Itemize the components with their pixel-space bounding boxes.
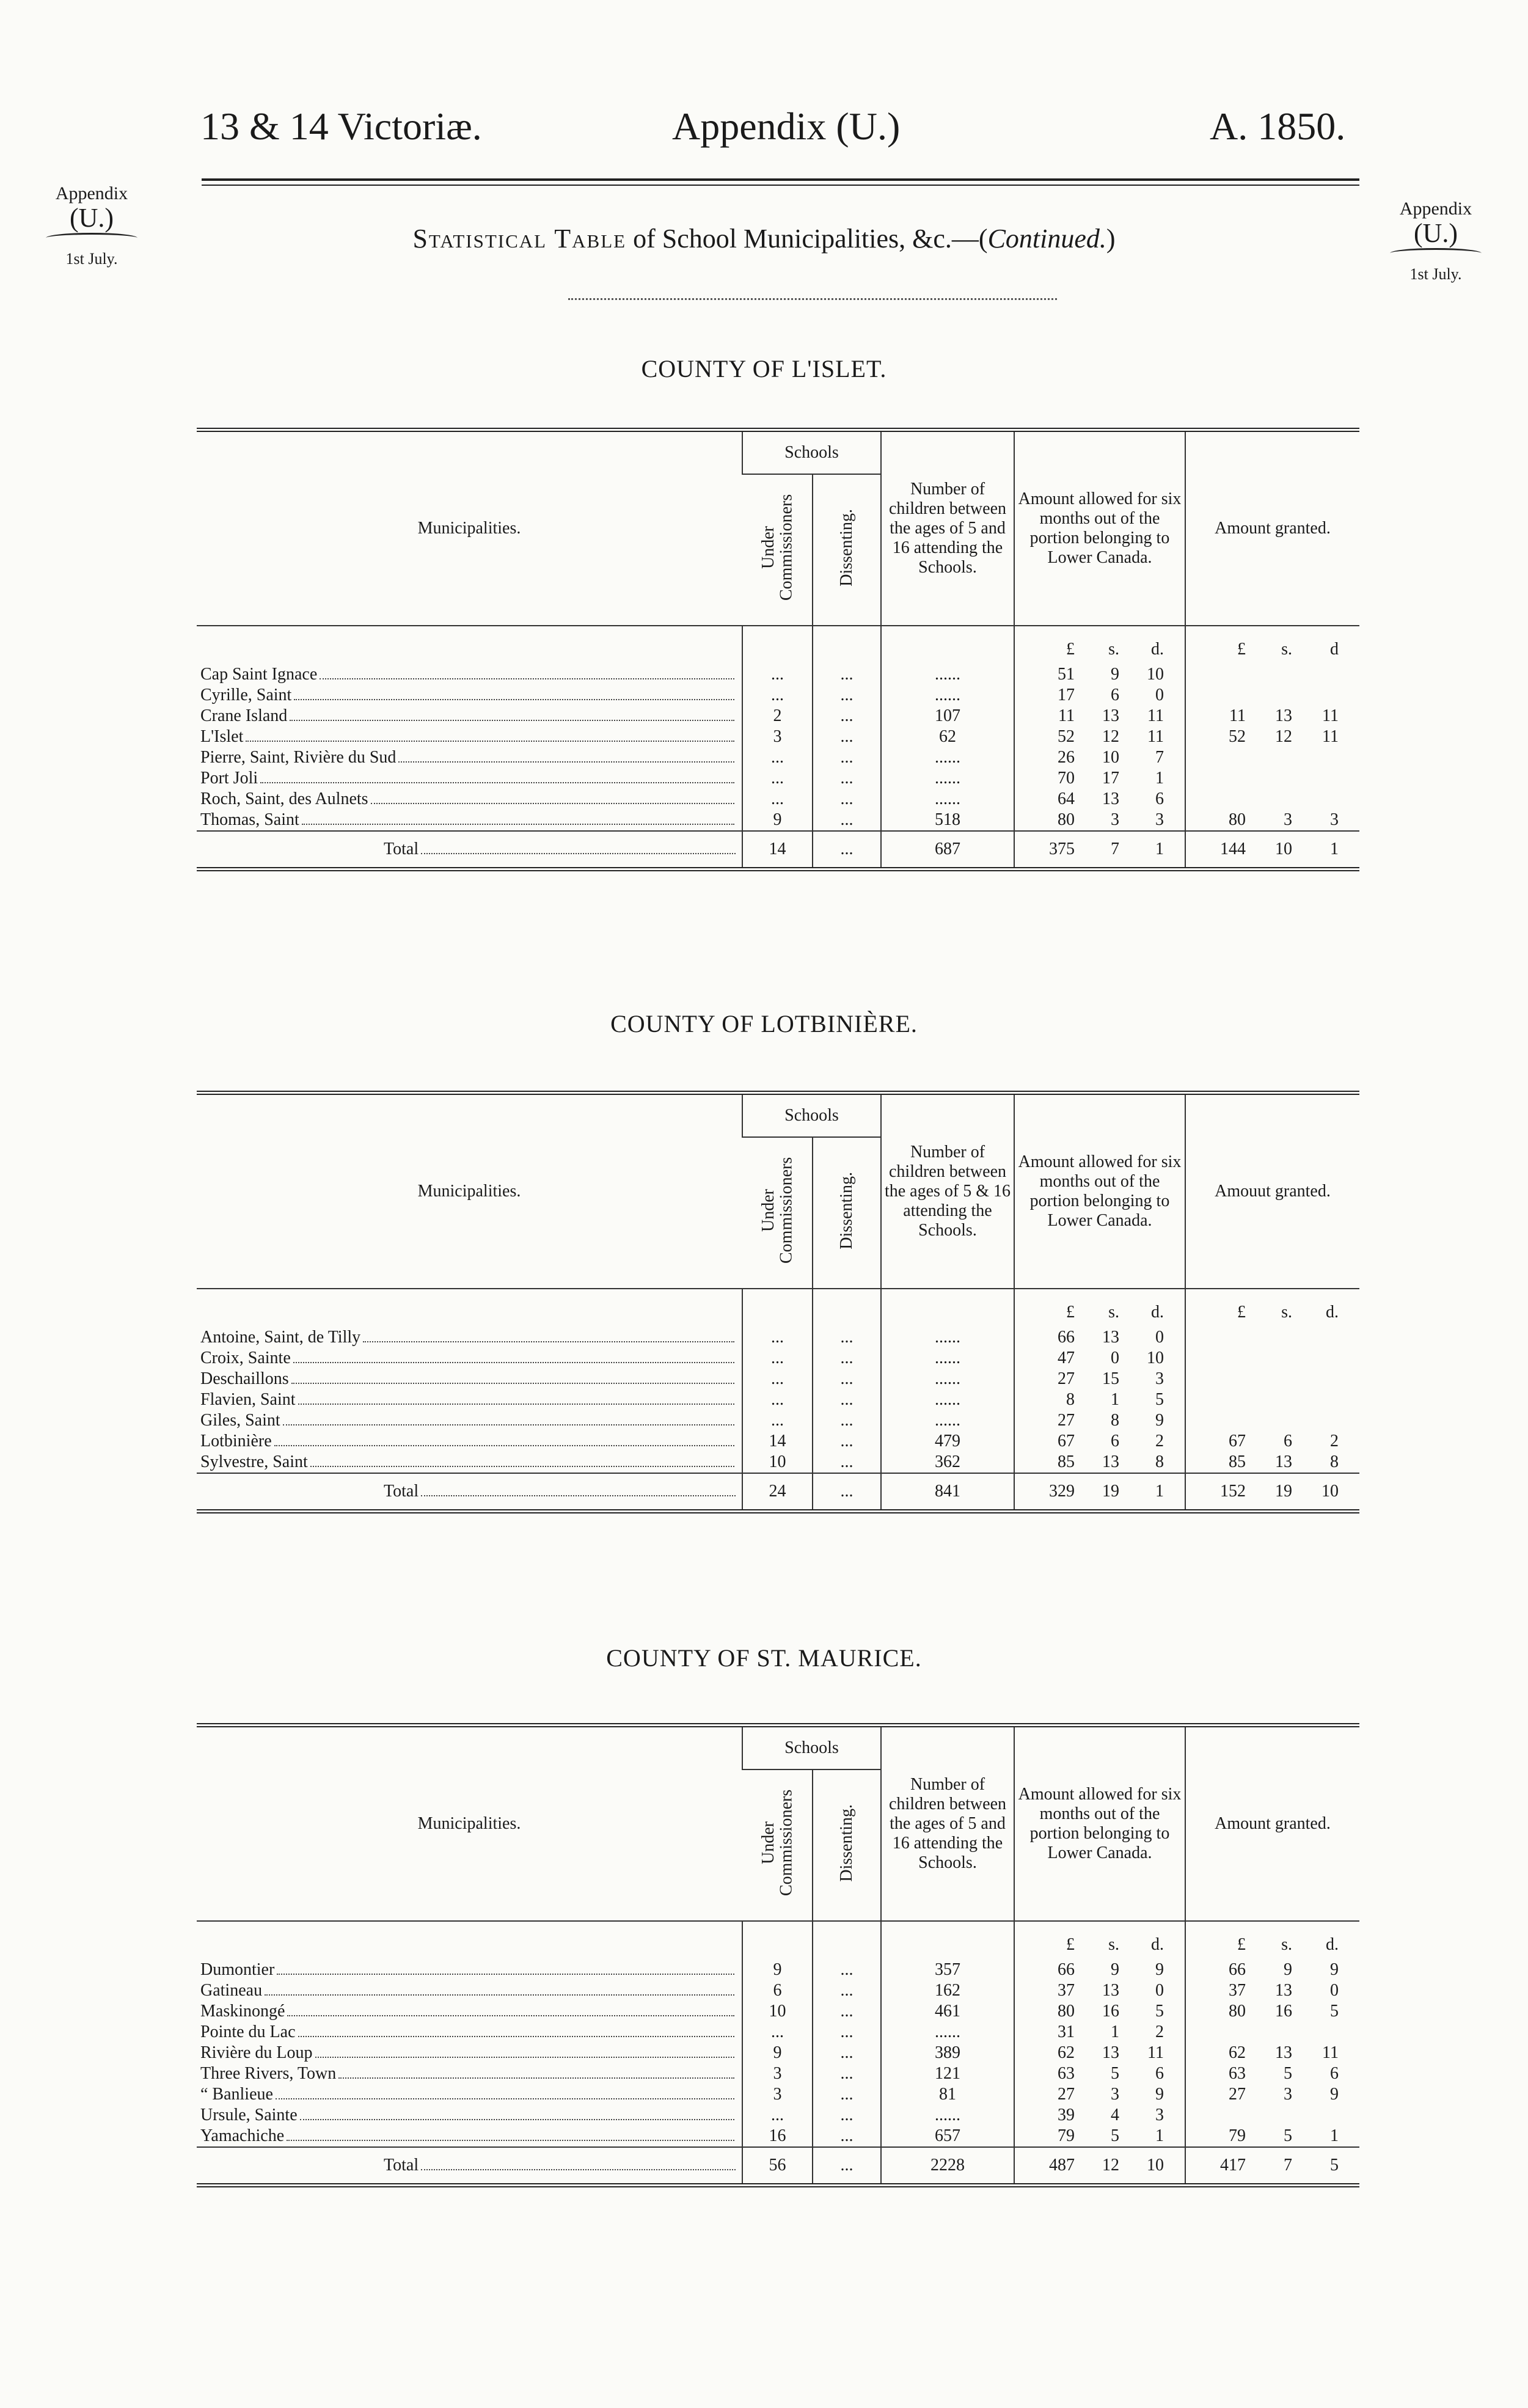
col-municipalities: Municipalities. [197, 430, 742, 626]
pound-unit: £ [1066, 1303, 1075, 1322]
table-row [197, 1980, 1359, 2001]
col-schools: Schools [742, 430, 881, 475]
header-rule [202, 178, 1359, 181]
amount-granted-value [1185, 2105, 1359, 2126]
under-commissioners-value: 10 [742, 2001, 813, 2022]
under-commissioners-value: ... [742, 1389, 813, 1410]
county-title: COUNTY OF L'ISLET. [641, 355, 887, 382]
col-schools: Schools [742, 1725, 881, 1770]
amount-allowed-value: 80 3 3 [1014, 810, 1185, 831]
col-dissenting: Dissenting. [837, 508, 857, 587]
dissenting-value: ... [813, 1431, 881, 1452]
amount-granted-value [1185, 685, 1359, 706]
table-row [197, 2126, 1359, 2147]
amount-granted-value: 85 13 8 [1185, 1452, 1359, 1473]
pence-unit: d. [1151, 640, 1164, 659]
table-row [197, 2022, 1359, 2043]
dissenting-value: ... [813, 1389, 881, 1410]
table-row [197, 1960, 1359, 1980]
dissenting-value: ... [813, 1960, 881, 1980]
dissenting-value: ... [813, 2105, 881, 2126]
municipality-name: Croix, Sainte [200, 1349, 291, 1368]
amount-allowed-value: 62 13 11 [1014, 2043, 1185, 2063]
amount-allowed-value: 66 9 9 [1014, 1960, 1185, 1980]
children-value: ...... [881, 664, 1014, 685]
amount-allowed-value: 26 10 7 [1014, 747, 1185, 768]
municipality-name: Crane Island [200, 706, 288, 726]
children-value: 81 [881, 2084, 1014, 2105]
municipality-name: Deschaillons [200, 1369, 289, 1389]
amount-allowed-value: 37 13 0 [1014, 1980, 1185, 2001]
dissenting-value: ... [813, 2001, 881, 2022]
amount-granted-value: 79 5 1 [1185, 2126, 1359, 2147]
amount-granted-value: 80 3 3 [1185, 810, 1359, 831]
under-commissioners-value: ... [742, 768, 813, 789]
children-value: 389 [881, 2043, 1014, 2063]
pence-unit: d. [1151, 1935, 1164, 1955]
col-municipalities: Municipalities. [197, 1093, 742, 1289]
children-value: ...... [881, 1389, 1014, 1410]
under-commissioners-value: ... [742, 2105, 813, 2126]
pound-unit: £ [1237, 640, 1246, 659]
municipality-name: Thomas, Saint [200, 810, 299, 830]
table-row [197, 1452, 1359, 1473]
amount-granted-value [1185, 2022, 1359, 2043]
amount-allowed-value: 66 13 0 [1014, 1327, 1185, 1348]
col-children: Number of children between the ages of 5 and 16 attending the Schools. [881, 430, 1014, 626]
table-row [197, 2043, 1359, 2063]
children-value: ...... [881, 2105, 1014, 2126]
municipality-name: “ Banlieue [200, 2085, 273, 2104]
amount-granted-value: 27 3 9 [1185, 2084, 1359, 2105]
amount-granted-value: 62 13 11 [1185, 2043, 1359, 2063]
children-value: ...... [881, 1348, 1014, 1369]
col-amount-allowed: Amount allowed for six months out of the portion belonging to Lower Canada. [1014, 1725, 1185, 1922]
municipality-name: Dumontier [200, 1960, 275, 1980]
dissenting-value: ... [813, 747, 881, 768]
units-row [197, 626, 1359, 664]
municipality-name: Pointe du Lac [200, 2022, 296, 2042]
amount-allowed-value: 51 9 10 [1014, 664, 1185, 685]
children-value: 121 [881, 2063, 1014, 2084]
units-row [197, 1289, 1359, 1327]
municipality-name: Cyrille, Saint [200, 686, 292, 705]
amount-granted-value [1185, 1327, 1359, 1348]
under-commissioners-value: ... [742, 1327, 813, 1348]
amount-allowed-value: 63 5 6 [1014, 2063, 1185, 2084]
table-row [197, 2001, 1359, 2022]
under-commissioners-value: 16 [742, 2126, 813, 2147]
table-row [197, 1410, 1359, 1431]
col-amount-allowed: Amount allowed for six months out of the portion belonging to Lower Canada. [1014, 1093, 1185, 1289]
dissenting-value: ... [813, 726, 881, 747]
children-value: ...... [881, 1327, 1014, 1348]
dissenting-value: ... [813, 1348, 881, 1369]
pence-unit: d. [1326, 1935, 1339, 1955]
total-label: Total [384, 2156, 419, 2175]
municipality-name: Antoine, Saint, de Tilly [200, 1328, 361, 1347]
children-value: 362 [881, 1452, 1014, 1473]
under-commissioners-value: 3 [742, 726, 813, 747]
dissenting-value: ... [813, 768, 881, 789]
amount-granted-value: 11 13 11 [1185, 706, 1359, 726]
amount-granted-value [1185, 747, 1359, 768]
children-value: 518 [881, 810, 1014, 831]
pound-unit: £ [1066, 1935, 1075, 1955]
table-row [197, 768, 1359, 789]
statistics-table [197, 1091, 1359, 1513]
shilling-unit: s. [1108, 1303, 1119, 1322]
pence-unit: d. [1326, 1303, 1339, 1322]
total-label: Total [384, 1482, 419, 1501]
total-row: Total 14 ... 687 375 7 1 144 10 1 [197, 831, 1359, 869]
under-commissioners-value: 9 [742, 810, 813, 831]
shilling-unit: s. [1281, 1935, 1292, 1955]
amount-granted-value: 63 5 6 [1185, 2063, 1359, 2084]
total-label: Total [384, 840, 419, 859]
amount-granted-value: 52 12 11 [1185, 726, 1359, 747]
under-commissioners-value: ... [742, 685, 813, 706]
dissenting-value: ... [813, 1410, 881, 1431]
dissenting-value: ... [813, 664, 881, 685]
dissenting-value: ... [813, 1980, 881, 2001]
dissenting-value: ... [813, 1327, 881, 1348]
table-row [197, 1327, 1359, 1348]
children-value: 107 [881, 706, 1014, 726]
dissenting-value: ... [813, 685, 881, 706]
amount-granted-value: 80 16 5 [1185, 2001, 1359, 2022]
municipality-name: Maskinongé [200, 2002, 285, 2021]
amount-allowed-value: 11 13 11 [1014, 706, 1185, 726]
children-value: 461 [881, 2001, 1014, 2022]
title-ornament [568, 298, 1057, 306]
dissenting-value: ... [813, 2063, 881, 2084]
total-row: Total 56 ... 2228 487 12 10 417 7 5 [197, 2147, 1359, 2186]
amount-allowed-value: 80 16 5 [1014, 2001, 1185, 2022]
dissenting-value: ... [813, 2126, 881, 2147]
under-commissioners-value: 10 [742, 1452, 813, 1473]
children-value: 162 [881, 1980, 1014, 2001]
table-row [197, 685, 1359, 706]
under-commissioners-value: 9 [742, 2043, 813, 2063]
amount-granted-value: 67 6 2 [1185, 1431, 1359, 1452]
amount-allowed-value: 27 15 3 [1014, 1369, 1185, 1389]
under-commissioners-value: 6 [742, 1980, 813, 2001]
table-row [197, 726, 1359, 747]
dissenting-value: ... [813, 2022, 881, 2043]
municipality-name: Yamachiche [200, 2126, 285, 2146]
dissenting-value: ... [813, 2043, 881, 2063]
under-commissioners-value: ... [742, 664, 813, 685]
table-row [197, 1369, 1359, 1389]
municipality-name: Ursule, Sainte [200, 2106, 298, 2125]
amount-allowed-value: 52 12 11 [1014, 726, 1185, 747]
dissenting-value: ... [813, 706, 881, 726]
under-commissioners-value: 3 [742, 2084, 813, 2105]
amount-allowed-value: 27 3 9 [1014, 2084, 1185, 2105]
statistics-table [197, 428, 1359, 871]
units-row [197, 1921, 1359, 1960]
side-note-left: Appendix (U.) 1st July. [24, 183, 159, 268]
county-title: COUNTY OF ST. MAURICE. [606, 1644, 922, 1672]
amount-granted-value [1185, 789, 1359, 810]
under-commissioners-value: ... [742, 747, 813, 768]
under-commissioners-value: 3 [742, 2063, 813, 2084]
col-under-commissioners: Under Commissioners [758, 1157, 795, 1264]
municipality-name: Three Rivers, Town [200, 2064, 337, 2084]
municipality-name: Lotbinière [200, 1432, 272, 1451]
municipality-name: Roch, Saint, des Aulnets [200, 789, 368, 809]
col-municipalities: Municipalities. [197, 1725, 742, 1922]
pence-unit: d. [1151, 1303, 1164, 1322]
children-value: ...... [881, 768, 1014, 789]
page-title: Statistical Table of School Municipalities, &c.—(Continued.) [412, 224, 1116, 254]
header-session: 13 & 14 Victoriæ. [200, 104, 482, 148]
amount-allowed-value: 8 1 5 [1014, 1389, 1185, 1410]
col-children: Number of children between the ages of 5 & 16 attending the Schools. [881, 1093, 1014, 1289]
table-row [197, 664, 1359, 685]
table-row [197, 2105, 1359, 2126]
amount-allowed-value: 70 17 1 [1014, 768, 1185, 789]
amount-allowed-value: 31 1 2 [1014, 2022, 1185, 2043]
amount-allowed-value: 47 0 10 [1014, 1348, 1185, 1369]
children-value: ...... [881, 789, 1014, 810]
amount-granted-value: 37 13 0 [1185, 1980, 1359, 2001]
pence-unit: d [1330, 640, 1339, 659]
dissenting-value: ... [813, 810, 881, 831]
amount-allowed-value: 85 13 8 [1014, 1452, 1185, 1473]
table-row [197, 2084, 1359, 2105]
amount-granted-value [1185, 1410, 1359, 1431]
col-children: Number of children between the ages of 5 and 16 attending the Schools. [881, 1725, 1014, 1922]
municipality-name: Port Joli [200, 769, 258, 788]
amount-granted-value [1185, 1389, 1359, 1410]
municipality-name: Cap Saint Ignace [200, 665, 318, 684]
shilling-unit: s. [1281, 640, 1292, 659]
col-amount-granted: Amouut granted. [1185, 1093, 1359, 1289]
table-row [197, 1431, 1359, 1452]
municipality-name: Pierre, Saint, Rivière du Sud [200, 748, 397, 767]
amount-granted-value: 66 9 9 [1185, 1960, 1359, 1980]
municipality-name: L'Islet [200, 727, 244, 747]
col-amount-allowed: Amount allowed for six months out of the portion belonging to Lower Canada. [1014, 430, 1185, 626]
amount-granted-value [1185, 664, 1359, 685]
pound-unit: £ [1237, 1303, 1246, 1322]
table-row [197, 789, 1359, 810]
amount-allowed-value: 27 8 9 [1014, 1410, 1185, 1431]
table-row [197, 1389, 1359, 1410]
col-amount-granted: Amount granted. [1185, 1725, 1359, 1922]
amount-granted-value [1185, 1348, 1359, 1369]
children-value: ...... [881, 2022, 1014, 2043]
header-rule-thin [202, 185, 1359, 186]
municipality-name: Flavien, Saint [200, 1390, 296, 1410]
amount-allowed-value: 39 4 3 [1014, 2105, 1185, 2126]
municipality-name: Sylvestre, Saint [200, 1452, 308, 1472]
under-commissioners-value: ... [742, 789, 813, 810]
municipality-name: Rivière du Loup [200, 2043, 313, 2063]
table-row [197, 706, 1359, 726]
col-dissenting: Dissenting. [837, 1804, 857, 1882]
children-value: ...... [881, 1410, 1014, 1431]
amount-allowed-value: 79 5 1 [1014, 2126, 1185, 2147]
under-commissioners-value: 2 [742, 706, 813, 726]
dissenting-value: ... [813, 1452, 881, 1473]
amount-granted-value [1185, 1369, 1359, 1389]
under-commissioners-value: ... [742, 1410, 813, 1431]
table-row [197, 1348, 1359, 1369]
under-commissioners-value: 9 [742, 1960, 813, 1980]
dissenting-value: ... [813, 2084, 881, 2105]
dissenting-value: ... [813, 789, 881, 810]
side-note-right: Appendix (U.) 1st July. [1369, 199, 1503, 284]
total-row: Total 24 ... 841 329 19 1 152 19 10 [197, 1473, 1359, 1512]
children-value: 357 [881, 1960, 1014, 1980]
shilling-unit: s. [1108, 640, 1119, 659]
children-value: ...... [881, 747, 1014, 768]
under-commissioners-value: ... [742, 1348, 813, 1369]
children-value: ...... [881, 1369, 1014, 1389]
statistics-table [197, 1723, 1359, 2187]
children-value: ...... [881, 685, 1014, 706]
amount-allowed-value: 64 13 6 [1014, 789, 1185, 810]
table-row [197, 810, 1359, 831]
col-dissenting: Dissenting. [837, 1171, 857, 1250]
col-schools: Schools [742, 1093, 881, 1138]
col-amount-granted: Amount granted. [1185, 430, 1359, 626]
pound-unit: £ [1066, 640, 1075, 659]
under-commissioners-value: 14 [742, 1431, 813, 1452]
children-value: 62 [881, 726, 1014, 747]
header-year: A. 1850. [1210, 104, 1346, 148]
dissenting-value: ... [813, 1369, 881, 1389]
table-row [197, 2063, 1359, 2084]
municipality-name: Giles, Saint [200, 1411, 280, 1430]
children-value: 479 [881, 1431, 1014, 1452]
col-under-commissioners: Under Commissioners [758, 1789, 795, 1897]
shilling-unit: s. [1108, 1935, 1119, 1955]
header-appendix: Appendix (U.) [672, 104, 901, 148]
pound-unit: £ [1237, 1935, 1246, 1955]
under-commissioners-value: ... [742, 2022, 813, 2043]
shilling-unit: s. [1281, 1303, 1292, 1322]
under-commissioners-value: ... [742, 1369, 813, 1389]
county-title: COUNTY OF LOTBINIÈRE. [610, 1010, 918, 1037]
municipality-name: Gatineau [200, 1981, 263, 2000]
amount-granted-value [1185, 768, 1359, 789]
amount-allowed-value: 17 6 0 [1014, 685, 1185, 706]
amount-allowed-value: 67 6 2 [1014, 1431, 1185, 1452]
col-under-commissioners: Under Commissioners [758, 494, 795, 601]
table-row [197, 747, 1359, 768]
children-value: 657 [881, 2126, 1014, 2147]
